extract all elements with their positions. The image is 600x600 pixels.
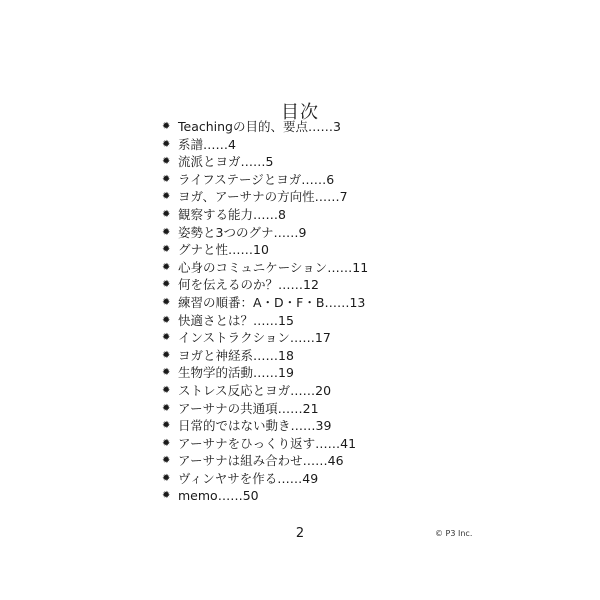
toc-item (162, 347, 368, 365)
toc-item-label: 快適さとは？……15 (178, 312, 294, 328)
toc-item-label: 心身のコミュニケーション……11 (178, 259, 369, 275)
table-of-contents (162, 118, 368, 505)
toc-item-label: ライフステージとヨガ……6 (178, 171, 335, 187)
sun-burst-bullet-icon: ✹ (162, 296, 171, 308)
sun-burst-bullet-icon: ✹ (162, 314, 171, 326)
toc-item-label: memo……50 (178, 488, 259, 504)
toc-item (162, 364, 368, 382)
toc-item-label: 何を伝えるのか？……12 (178, 277, 319, 293)
sun-burst-bullet-icon: ✹ (162, 279, 171, 291)
toc-item-label: ストレス反応とヨガ……20 (178, 382, 332, 398)
toc-item-label: アーサナは組み合わせ……46 (178, 453, 344, 469)
sun-burst-bullet-icon: ✹ (162, 455, 171, 467)
sun-burst-bullet-icon: ✹ (162, 244, 171, 256)
sun-burst-bullet-icon: ✹ (162, 349, 171, 361)
toc-item-label: 練習の順番：A・D・F・B……13 (178, 294, 366, 310)
toc-item-label: 姿勢と3つのグナ……9 (178, 224, 307, 240)
toc-item (162, 329, 368, 347)
toc-item-label: ヨガ、アーサナの方向性……7 (178, 189, 348, 205)
toc-item-label: インストラクション……17 (178, 330, 331, 346)
toc-item (162, 153, 368, 171)
toc-item-label: 系譜……4 (178, 136, 236, 152)
toc-item-label: Teachingの目的、要点……3 (178, 119, 341, 134)
toc-item (162, 487, 368, 505)
toc-item-label: ヨガと神経系……18 (178, 347, 294, 363)
toc-item-label: 生物学的活動……19 (178, 365, 294, 381)
sun-burst-bullet-icon: ✹ (162, 191, 171, 203)
sun-burst-bullet-icon: ✹ (162, 173, 171, 185)
sun-burst-bullet-icon: ✹ (162, 226, 171, 238)
toc-item (162, 294, 368, 312)
sun-burst-bullet-icon: ✹ (162, 402, 171, 414)
page-number: 2 (295, 526, 305, 541)
toc-item (162, 470, 368, 488)
sun-burst-bullet-icon: ✹ (162, 261, 171, 273)
toc-item-label: 観察する能力……8 (178, 206, 286, 222)
toc-item-label: グナと性……10 (178, 242, 269, 258)
toc-item (162, 435, 368, 453)
toc-item (162, 136, 368, 154)
toc-item (162, 171, 368, 189)
sun-burst-bullet-icon: ✹ (162, 437, 171, 449)
toc-item (162, 400, 368, 418)
toc-item (162, 382, 368, 400)
toc-item (162, 417, 368, 435)
toc-item (162, 188, 368, 206)
sun-burst-bullet-icon: ✹ (162, 490, 171, 502)
sun-burst-bullet-icon: ✹ (162, 138, 171, 150)
toc-item (162, 206, 368, 224)
sun-burst-bullet-icon: ✹ (162, 121, 171, 132)
toc-item (162, 276, 368, 294)
toc-item-label: 日常的ではない動き……39 (178, 418, 332, 434)
page-title: 目次 (281, 102, 319, 124)
toc-item (162, 241, 368, 259)
toc-item-label: 流派とヨガ……5 (178, 154, 274, 170)
sun-burst-bullet-icon: ✹ (162, 384, 171, 396)
copyright-notice: © P3 Inc. (435, 529, 473, 538)
sun-burst-bullet-icon: ✹ (162, 332, 171, 344)
sun-burst-bullet-icon: ✹ (162, 472, 171, 484)
toc-item (162, 312, 368, 330)
toc-item (162, 118, 368, 136)
toc-item-label: アーサナをひっくり返す……41 (178, 435, 357, 451)
toc-item-label: アーサナの共通項……21 (178, 400, 319, 416)
toc-item-label: ヴィンヤサを作る……49 (178, 470, 319, 486)
sun-burst-bullet-icon: ✹ (162, 156, 171, 168)
toc-item (162, 224, 368, 242)
sun-burst-bullet-icon: ✹ (162, 420, 171, 432)
sun-burst-bullet-icon: ✹ (162, 208, 171, 220)
toc-item (162, 452, 368, 470)
sun-burst-bullet-icon: ✹ (162, 367, 171, 379)
toc-item (162, 259, 368, 277)
